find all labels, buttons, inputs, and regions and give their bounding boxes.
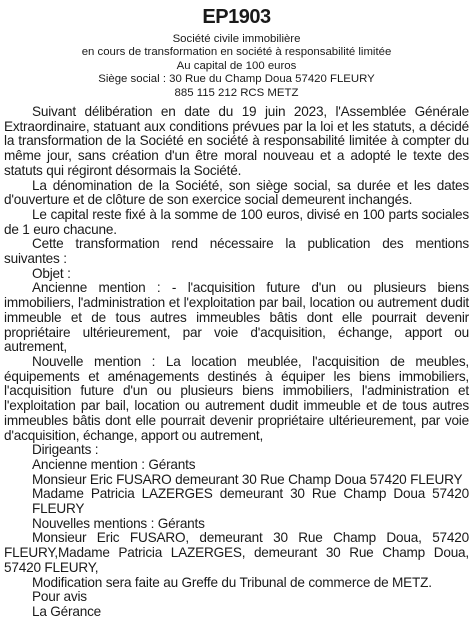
notice-reference: EP1903 — [202, 6, 271, 28]
notice-header — [4, 33, 469, 100]
old-manager-1: Monsieur Eric FUSARO demeurant 30 Rue Champ Doua 57420 FLEURY — [32, 471, 463, 487]
old-manager-2: Madame Patricia LAZERGES demeurant 30 Rue Champ Doua 57420 FLEURY — [32, 486, 469, 517]
paragraph-new-managers: Nouvelles mentions : Gérants — [32, 515, 205, 531]
heading-objet: Objet : — [32, 265, 71, 281]
paragraph-old-managers: Ancienne mention : Gérants — [32, 456, 196, 472]
notice-body — [4, 105, 469, 620]
heading-dirigeants: Dirigeants : — [32, 442, 99, 458]
new-managers: Monsieur Eric FUSARO, demeurant 30 Rue Champ Doua, 57420 FLEURY,Madame Patricia LAZERGES, demeurant 30 Rue Champ Doua, 57420 FLEURY, — [4, 530, 469, 575]
company-capital: Au capital de 100 euros — [176, 59, 297, 72]
paragraph-old-object: Ancienne mention : - l'acquisition future d'un ou plusieurs biens immobiliers, l'administration et l'exploitation par bail, location ou autrement dudit immeuble et de tous autres immeubles bâtis dont elle pourrait devenir propriétaire ultérieurement, par voie d'acquisition, échange, apport ou autrement, — [4, 280, 469, 355]
paragraph-registry: Modification sera faite au Greffe du Tribunal de commerce de METZ. — [32, 574, 432, 590]
paragraph-denomination: La dénomination de la Société, son siège social, sa durée et les dates d'ouverture et de clôture de son exercice social demeurent inchangés. — [4, 177, 469, 208]
paragraph-capital: Le capital reste fixé à la somme de 100 euros, divisé en 100 parts sociales de 1 euro chacune. — [4, 206, 469, 237]
paragraph-new-object: Nouvelle mention : La location meublée, l'acquisition de meubles, équipements et aménagements destinés à équiper les biens immobiliers, l'acquisition future d'un ou plusieurs biens immobiliers, l'administration et l'exploitation par bail, location ou autrement dudit immeuble et de tous autres immeubles bâtis dont elle pourrait devenir propriétaire ultérieurement, par voie d'acquisition, échange, apport ou autrement, — [4, 353, 469, 443]
company-type: Société civile immobilière — [172, 33, 301, 45]
company-registration: 885 115 212 RCS METZ — [174, 86, 299, 99]
paragraph-publication: Cette transformation rend nécessaire la publication des mentions suivantes : — [4, 236, 469, 267]
company-status: en cours de transformation en société à responsabilité limitée — [81, 46, 392, 59]
closing-signature: La Gérance — [32, 603, 102, 619]
paragraph-deliberation: Suivant délibération en date du 19 juin 2023, l'Assemblée Générale Extraordinaire, statuant aux conditions prévues par la loi et les statuts, a décidé la transformation de la Société en société à responsabilité limitée à compter du même jour, sans création d'un être moral nouveau et a adopté le texte des statuts qui régiront désormais la Société. — [4, 104, 469, 178]
company-address: Siège social : 30 Rue du Champ Doua 57420 FLEURY — [98, 73, 375, 86]
closing-pour-avis: Pour avis — [32, 589, 87, 605]
